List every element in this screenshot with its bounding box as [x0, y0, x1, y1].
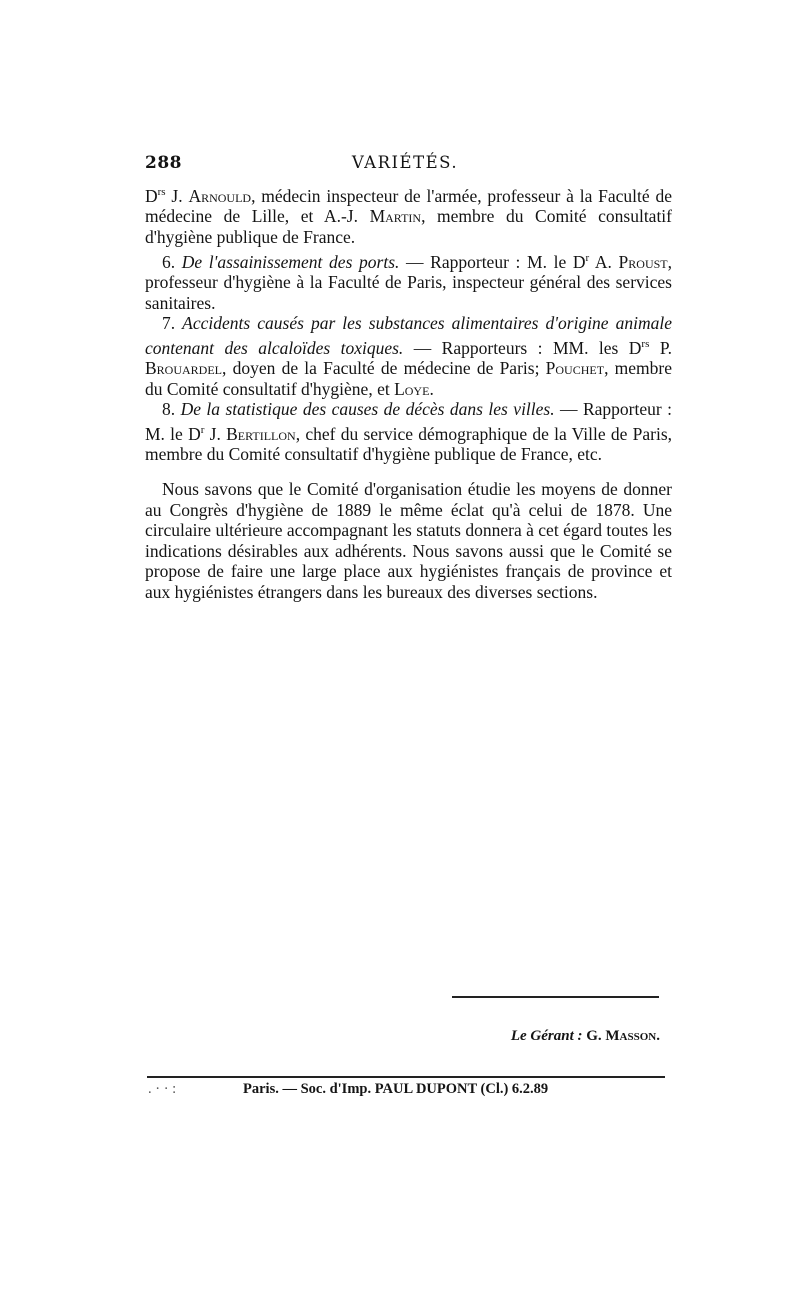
imprint-marks: . · · :: [148, 1081, 177, 1097]
paragraph-closing: Nous savons que le Comité d'organisation étudie les moyens de donner au Congrès d'hygiène de 1889 le même éclat qu'à celui de 1878. Une circulaire ultérieure accompagnant les statuts donnera à cet égard toutes les indications désirables aux adhérents. Nous savons aussi que le Comité se propose de faire une large place aux hygiénistes français de province et aux hygiénistes étrangers dans les bureaux des diverses sections.: [145, 479, 672, 602]
gerant-signature: [470, 1028, 660, 1045]
body-text: [145, 182, 672, 603]
gerant-label: Le Gérant :: [510, 1028, 583, 1044]
imprint-text: Paris. — Soc. d'Imp. PAUL DUPONT (Cl.) 6.2.89: [243, 1081, 549, 1097]
page-number: 288: [145, 153, 182, 173]
paragraph-item-6: 6. De l'assainissement des ports. — Rapporteur : M. le $D^r$ A. Proust, professeur d'hygiène à la Faculté de Paris, inspecteur général des services sanitaires.: [145, 251, 672, 313]
paragraph-item-8: 8. De la statistique des causes de décès dans les villes. — Rapporteur : M. le $D^r$ J. Bertillon, chef du service démographique de la Ville de Paris, membre du Comité consultatif d'hygiène publique de France, etc.: [145, 399, 673, 465]
paragraph-item-7: 7. Accidents causés par les substances alimentaires d'origine animale contenant des alcaloïdes toxiques. — Rapporteurs : MM. les $D^{rs}$ P. Brouardel, doyen de la Faculté de médecine de Paris; Pouchet, membre du Comité consultatif d'hygiène, et Loye.: [145, 313, 672, 399]
signature-rule: [452, 996, 659, 998]
imprint-rule: [147, 1076, 665, 1078]
page-header: [145, 153, 665, 177]
printer-imprint: [148, 1081, 668, 1098]
paragraph-rapporteurs-5: $D^{rs}$ J. Arnould, médecin inspecteur de l'armée, professeur à la Faculté de médecine de Lille, et A.-J. Martin, membre du Comité consultatif d'hygiène publique de France.: [145, 185, 673, 248]
gerant-name: G. Masson.: [586, 1028, 660, 1044]
running-title: VARIÉTÉS.: [351, 153, 459, 172]
